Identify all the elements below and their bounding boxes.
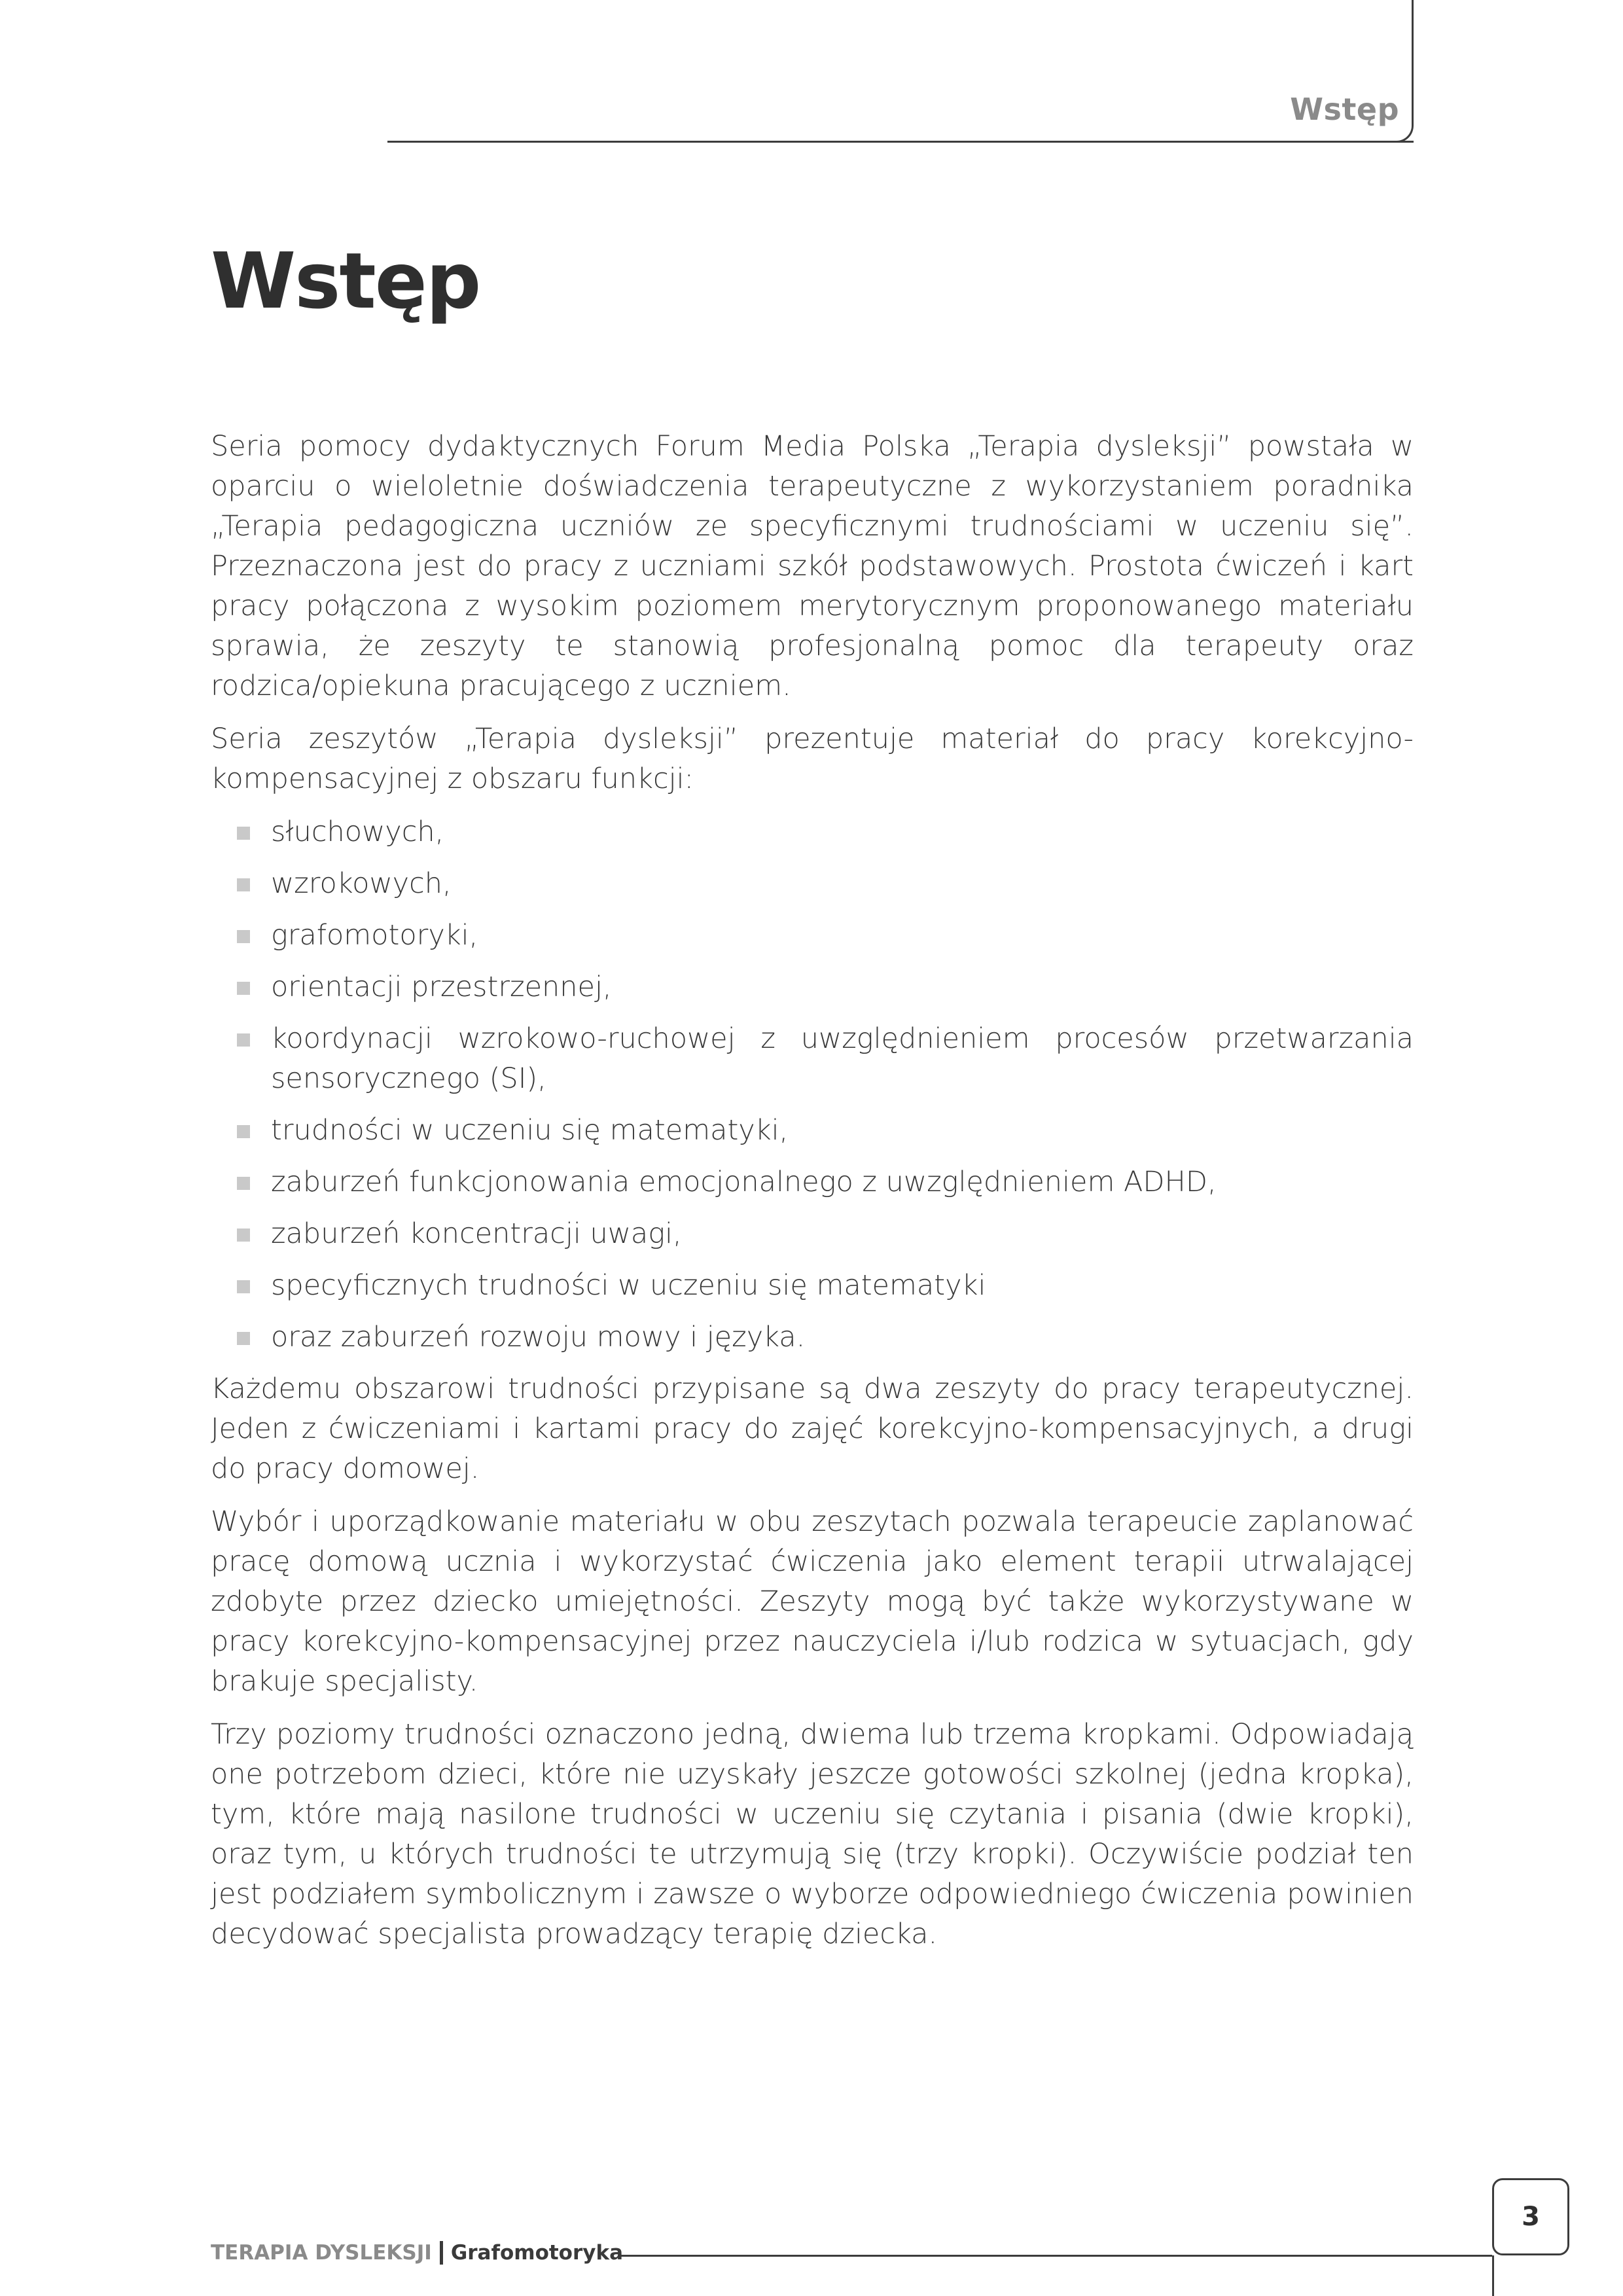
- square-bullet-icon: [237, 1229, 250, 1242]
- footer-separator: [440, 2241, 443, 2265]
- list-item: trudności w uczeniu się matematyki,: [271, 1111, 1414, 1151]
- list-item: słuchowych,: [271, 812, 1414, 852]
- list-item: grafomotoryki,: [271, 916, 1414, 956]
- list-item: zaburzeń funkcjonowania emocjonalnego z uwzględnieniem ADHD,: [271, 1162, 1414, 1202]
- function-list: [211, 812, 1414, 1357]
- list-item: zaburzeń koncentracji uwagi,: [271, 1214, 1414, 1254]
- square-bullet-icon: [237, 827, 250, 840]
- page-number-tail: [1492, 2255, 1494, 2296]
- page-title: Wstęp: [211, 236, 480, 326]
- selection-paragraph: Wybór i uporządkowanie materiału w obu zeszytach pozwala terapeucie zaplanować pracę domową ucznia i wykorzystać ćwiczenia jako element terapii utrwalającej zdobyte przez dziecko umiejętności. Zeszyty mogą być także wykorzystywane w pracy korekcyjno-kompensacyjnej przez nauczyciela i/lub rodzica w sytuacjach, gdy brakuje specjalisty.: [211, 1505, 1414, 1698]
- body-text: [211, 427, 1414, 1967]
- list-item: koordynacji wzrokowo-ruchowej z uwzględnieniem procesów przetwarzania sensorycznego (SI),: [271, 1019, 1414, 1099]
- list-item: orientacji przestrzennej,: [271, 967, 1414, 1007]
- square-bullet-icon: [237, 1033, 250, 1047]
- intro-paragraph: Seria pomocy dydaktycznych Forum Media Polska „Terapia dysleksji” powstała w oparciu o wieloletnie doświadczenia terapeutyczne z wykorzystaniem poradnika „Terapia pedagogiczna uczniów ze specyficznymi trudnościami w uczeniu się”. Przeznaczona jest do pracy z uczniami szkół podstawowych. Prostota ćwiczeń i kart pracy połączona z wysokim poziomem merytorycznym proponowanego materiału sprawia, że zeszyty te stanowią profesjonalną pomoc dla terapeuty oraz rodzica/opiekuna pracującego z uczniem.: [211, 430, 1414, 702]
- square-bullet-icon: [237, 1125, 250, 1138]
- square-bullet-icon: [237, 878, 250, 891]
- page-number: 3: [1492, 2178, 1569, 2255]
- square-bullet-icon: [237, 1280, 250, 1293]
- square-bullet-icon: [237, 982, 250, 995]
- footer-series: [211, 2241, 623, 2265]
- header-rule: [387, 141, 1414, 143]
- footer-subtitle: Grafomotoryka: [450, 2241, 624, 2265]
- square-bullet-icon: [237, 1332, 250, 1345]
- running-header: Wstęp: [1290, 92, 1399, 127]
- footer-series-name: TERAPIA DYSLEKSJI: [211, 2241, 432, 2265]
- list-item: specyficznych trudności w uczeniu się matematyki: [271, 1266, 1414, 1306]
- levels-paragraph: Trzy poziomy trudności oznaczono jedną, dwiema lub trzema kropkami. Odpowiadają one potrzebom dzieci, które nie uzyskały jeszcze gotowości szkolnej (jedna kropka), tym, które mają nasilone trudności w uczeniu się czytania i pisania (dwie kropki), oraz tym, u których trudności te utrzymują się (trzy kropki). Oczywiście podział ten jest podziałem symbolicznym i zawsze o wyborze odpowiedniego ćwiczenia powinien decydować specjalista prowadzący terapię dziecka.: [211, 1718, 1414, 1950]
- series-paragraph: Seria zeszytów „Terapia dysleksji” prezentuje materiał do pracy korekcyjno-kompensacyjnej z obszaru funkcji:: [211, 723, 1414, 795]
- areas-paragraph: Każdemu obszarowi trudności przypisane są dwa zeszyty do pracy terapeutycznej. Jeden z ćwiczeniami i kartami pracy do zajęć korekcyjno-kompensacyjnych, a drugi do pracy domowej.: [211, 1372, 1414, 1485]
- footer-rule: [620, 2255, 1492, 2257]
- list-item: wzrokowych,: [271, 864, 1414, 904]
- square-bullet-icon: [237, 930, 250, 943]
- square-bullet-icon: [237, 1177, 250, 1190]
- list-item: oraz zaburzeń rozwoju mowy i języka.: [271, 1318, 1414, 1357]
